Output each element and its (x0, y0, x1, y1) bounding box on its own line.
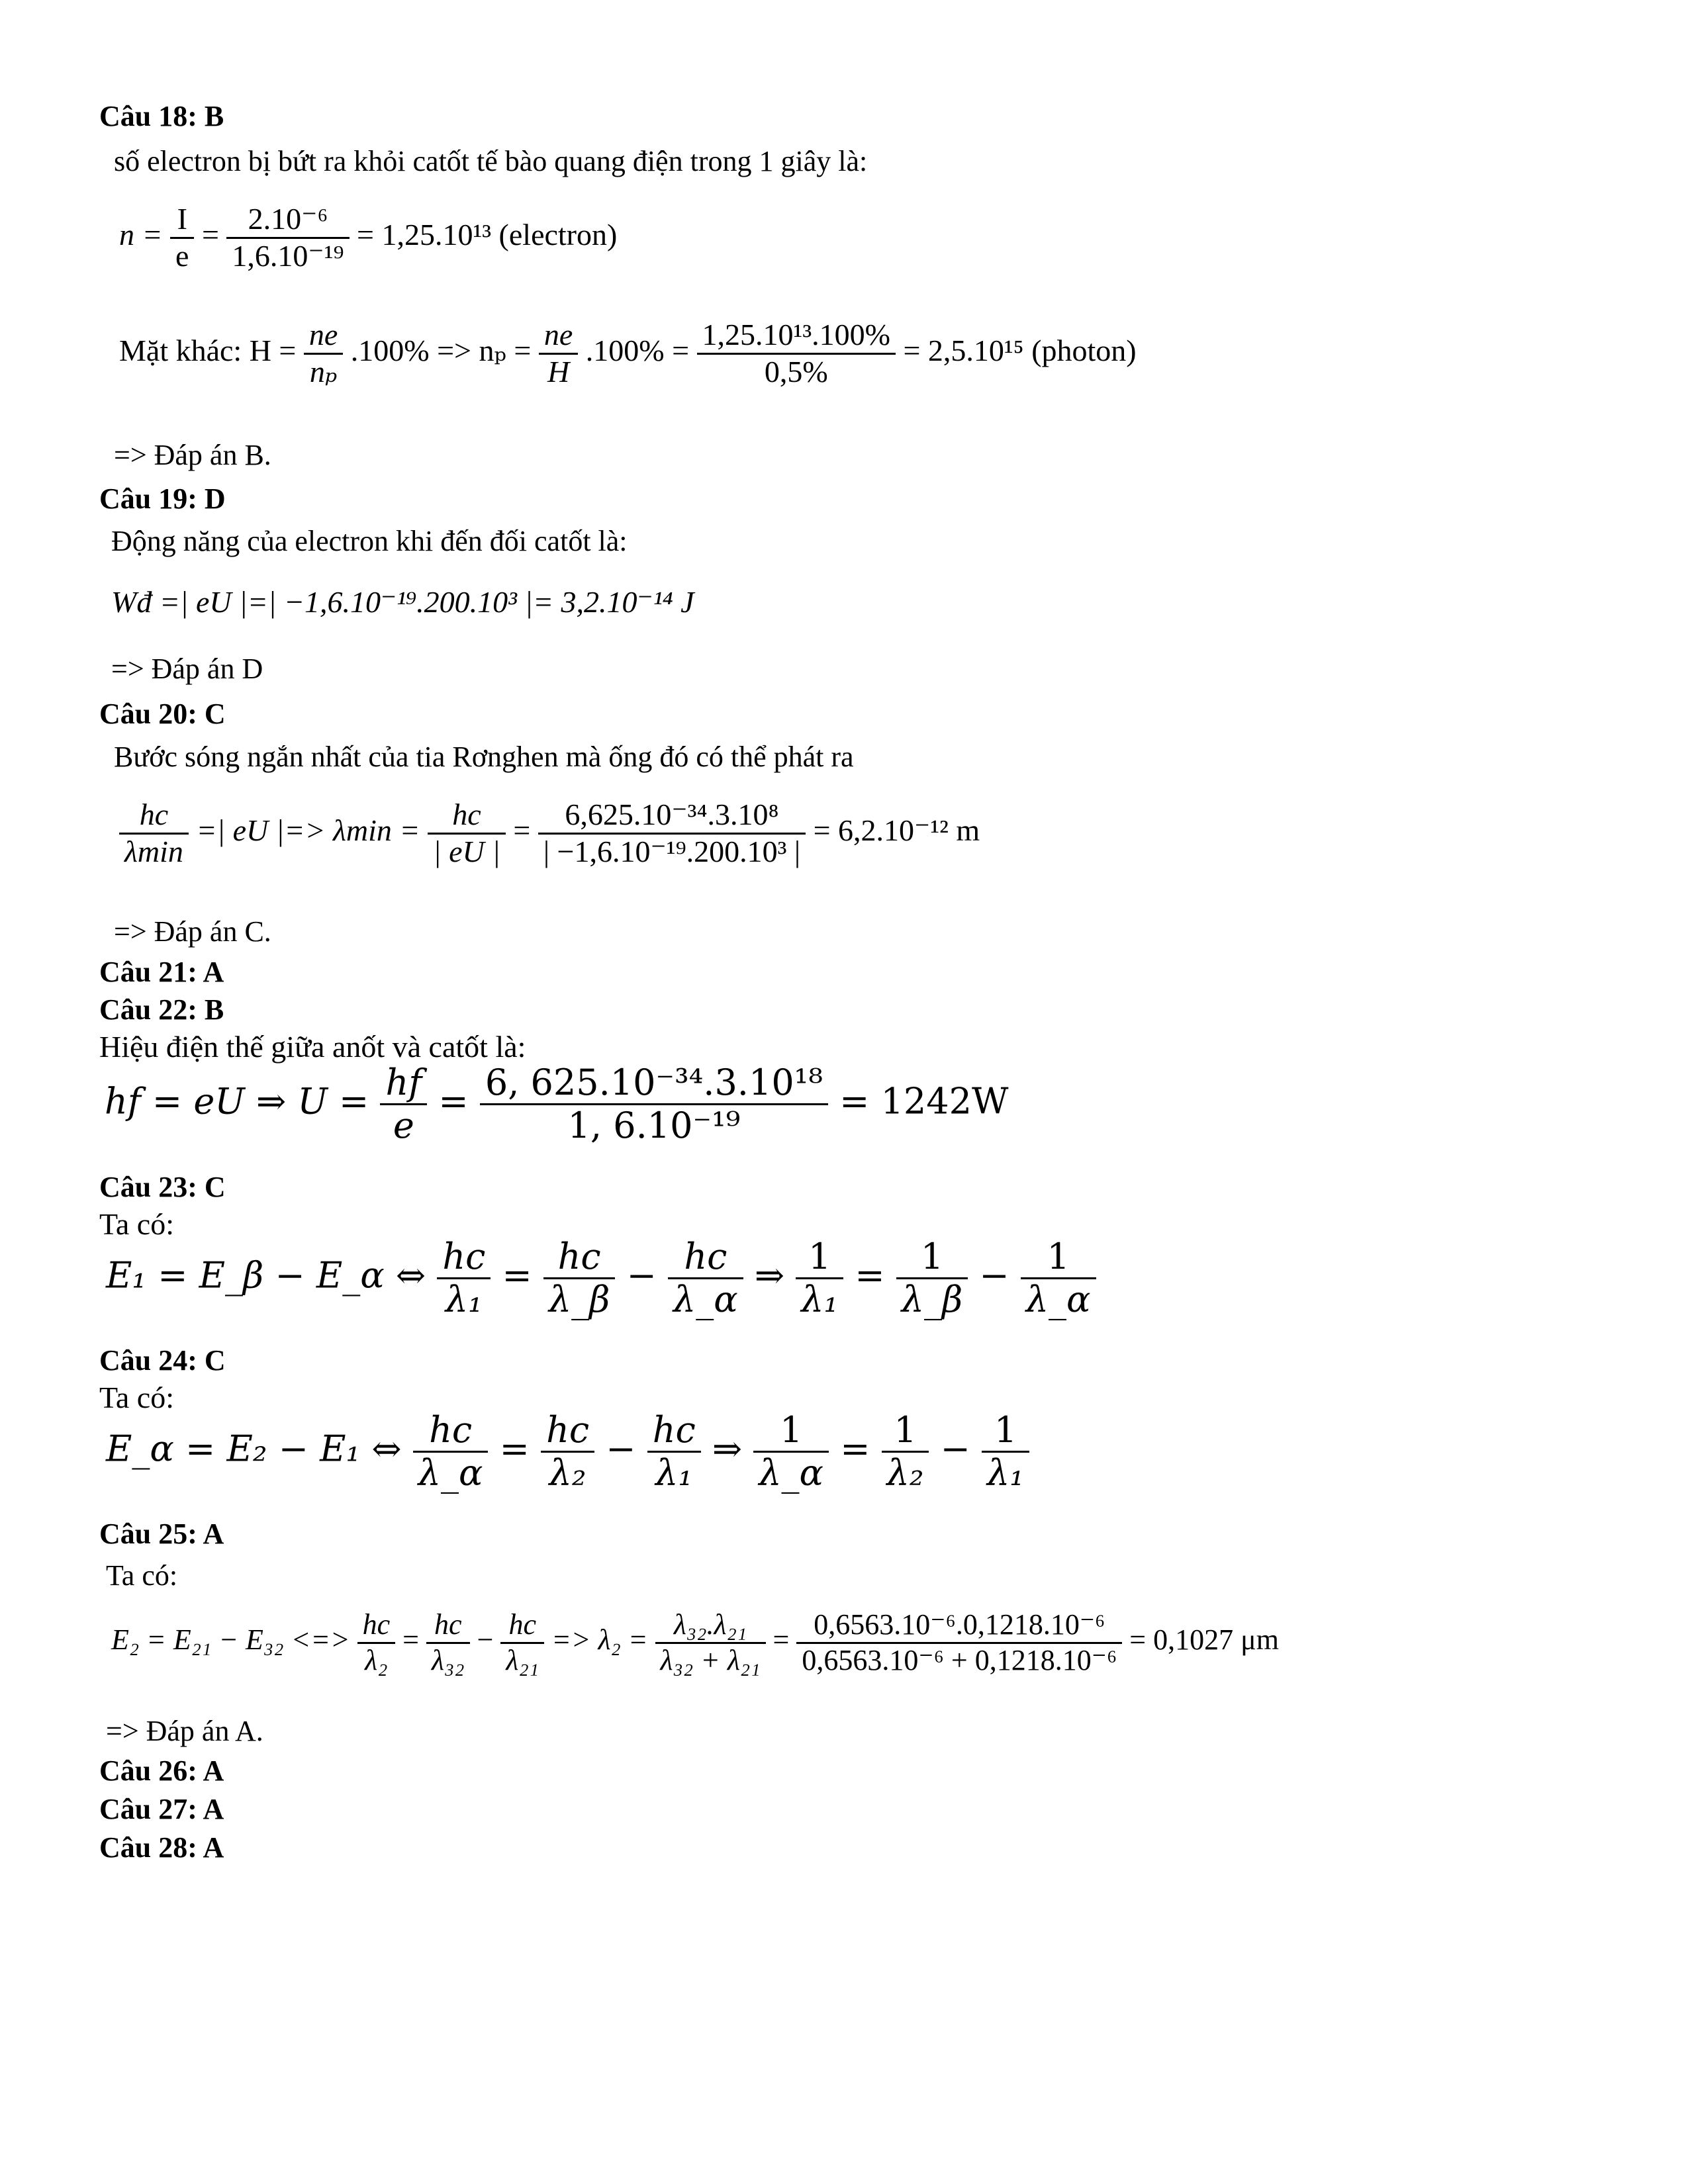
question-26-heading: Câu 26: A (99, 1754, 224, 1787)
question-21-heading: Câu 21: A (99, 956, 224, 988)
equals-sign: = (402, 1623, 419, 1657)
minus-sign: − (606, 1428, 636, 1470)
equals-sign: = (499, 1428, 530, 1470)
fraction: $\frac{hc}{\text{λ₁}}$ (437, 1236, 491, 1320)
fraction: $\frac{1}{\text{λ₁}}$ (796, 1236, 843, 1320)
eq-mid-2: .100% = (585, 333, 690, 367)
question-20-answer: => Đáp án C. (114, 915, 271, 948)
eq-rhs: = 1,25.10¹³ (electron) (357, 217, 618, 251)
question-23-heading: Câu 23: C (99, 1171, 226, 1203)
eq-rhs: = 2,5.10¹⁵ (photon) (903, 333, 1137, 367)
fraction: $\frac{1}{\text{λ₁}}$ (982, 1410, 1029, 1494)
fraction: $\frac{1}{\lambda\_\alpha}$ (1021, 1236, 1096, 1320)
question-25-heading: Câu 25: A (99, 1518, 224, 1550)
question-27-heading: Câu 27: A (99, 1793, 224, 1825)
question-28-heading: Câu 28: A (99, 1831, 224, 1864)
question-24-heading: Câu 24: C (99, 1344, 226, 1377)
fraction: $\frac{1}{\text{λ₂}}$ (882, 1410, 929, 1494)
fraction: $\frac{1}{\lambda\_\beta}$ (896, 1236, 968, 1320)
question-24-equation (106, 1410, 1029, 1494)
question-20-text: Bước sóng ngắn nhất của tia Rơnghen mà ống đó có thể phát ra (114, 741, 854, 773)
question-18-equation-2 (119, 318, 1137, 390)
fraction: $\frac{hc}{\text{λ₂}}$ (541, 1410, 594, 1494)
fraction: $\frac{1}{\lambda\_\alpha}$ (753, 1410, 829, 1494)
fraction: $\frac{hc}{\lambda\_\alpha}$ (413, 1410, 489, 1494)
minus-sign: − (979, 1254, 1009, 1297)
equals-sign: = (502, 1254, 532, 1297)
equals-sign: = (773, 1623, 790, 1657)
question-23-text: Ta có: (99, 1207, 175, 1241)
question-19-heading: Câu 19: D (99, 482, 226, 515)
question-22-heading: Câu 22: B (99, 993, 224, 1026)
fraction: $\frac{hc}{\lambda\_\alpha}$ (668, 1236, 743, 1320)
fraction: $\frac{hc}{\text{λ₁}}$ (647, 1410, 701, 1494)
equals-sign: = (201, 217, 219, 251)
question-24-text: Ta có: (99, 1381, 175, 1414)
eq-lhs: hf = eU ⇒ U = (105, 1080, 369, 1122)
fraction: $\frac{hc}{\lambda\min}$ (119, 797, 189, 870)
question-18-text: số electron bị bứt ra khỏi catốt tế bào quang điện trong 1 giây là: (114, 145, 868, 177)
fraction: $\frac{hc}{\text{λ₂}}$ (357, 1608, 396, 1677)
eq-rhs: = 6,2.10⁻¹² m (813, 813, 980, 847)
eq-lhs: E₁ = E_β − E_α ⇔ (106, 1254, 426, 1297)
fraction: $\frac{hf}{e}$ (380, 1062, 427, 1146)
question-22-text: Hiệu điện thế giữa anốt và catốt là: (99, 1030, 526, 1064)
question-19-answer: => Đáp án D (111, 653, 263, 685)
fraction: $\frac{hc}{\text{λ₃₂}}$ (426, 1608, 470, 1677)
eq-mid: =| eU |=> λmin = (196, 813, 420, 847)
question-19-text: Động năng của electron khi đến đối catốt là: (111, 525, 628, 557)
question-18-heading: Câu 18: B (99, 100, 224, 132)
question-20-heading: Câu 20: C (99, 698, 226, 730)
fraction: $\frac{\text{λ₃₂.λ₂₁}}{\text{λ₃₂ + λ₂₁}}$ (655, 1608, 766, 1677)
equals-sign: = (840, 1428, 870, 1470)
eq-lhs: Mặt khác: H = (119, 333, 297, 367)
fraction: $\frac{\text{6,625.10⁻³⁴.3.10⁸}}{\text{| −1,6.10⁻¹⁹.200.10³ |}}$ (538, 797, 806, 870)
question-20-equation (119, 797, 980, 870)
question-18-answer: => Đáp án B. (114, 439, 271, 471)
implies-sign: ⇒ (754, 1254, 785, 1297)
eq-lhs: E_α = E₂ − E₁ ⇔ (106, 1428, 402, 1470)
question-19-equation: Wđ =| eU |=| −1,6.10⁻¹⁹.200.10³ |= 3,2.10⁻¹⁴ J (111, 585, 694, 619)
fraction: $\frac{I}{e}$ (170, 202, 194, 274)
eq-rhs: = 1242W (839, 1080, 1009, 1122)
eq-lhs: n = (119, 217, 163, 251)
equals-sign: = (855, 1254, 885, 1297)
fraction: $\frac{hc}{\lambda\_\beta}$ (543, 1236, 615, 1320)
question-23-equation (106, 1236, 1096, 1320)
implies-sign: ⇒ (712, 1428, 743, 1470)
fraction: $\frac{\text{1,25.10¹³.100\%}}{0,5\%}$ (697, 318, 896, 390)
eq-rhs: = 0,1027 μm (1129, 1623, 1279, 1657)
minus-sign: − (626, 1254, 657, 1297)
fraction: $\frac{ne}{H}$ (539, 318, 578, 390)
minus-sign: − (940, 1428, 970, 1470)
fraction: $\frac{ne}{\text{nₚ}}$ (304, 318, 343, 390)
fraction: $\frac{hc}{\text{λ₂₁}}$ (500, 1608, 544, 1677)
question-25-answer: => Đáp án A. (106, 1715, 263, 1747)
eq-lhs: E₂ = E₂₁ − E₃₂ <=> (111, 1623, 350, 1657)
minus-sign: − (477, 1623, 494, 1657)
question-25-equation (111, 1608, 1279, 1677)
fraction: $\frac{\text{0,6563.10⁻⁶.0,1218.10⁻⁶}}{\text{0,6563.10⁻⁶ + 0,1218.10⁻⁶}}$ (796, 1608, 1122, 1677)
fraction: $\frac{\text{2.10⁻⁶}}{\text{1,6.10⁻¹⁹}}$ (226, 202, 349, 274)
question-22-equation (105, 1062, 1009, 1146)
equals-sign: = (438, 1080, 469, 1122)
fraction: $\frac{hc}{| eU |}$ (428, 797, 506, 870)
question-18-equation-1 (119, 202, 617, 274)
question-25-text: Ta có: (106, 1559, 178, 1592)
eq-mid: .100% => nₚ = (350, 333, 532, 367)
eq-mid: => λ₂ = (551, 1623, 648, 1657)
equals-sign: = (513, 813, 531, 847)
fraction: $\frac{\text{6, 625.10⁻³⁴.3.10¹⁸}}{\text{1, 6.10⁻¹⁹}}$ (480, 1062, 828, 1146)
